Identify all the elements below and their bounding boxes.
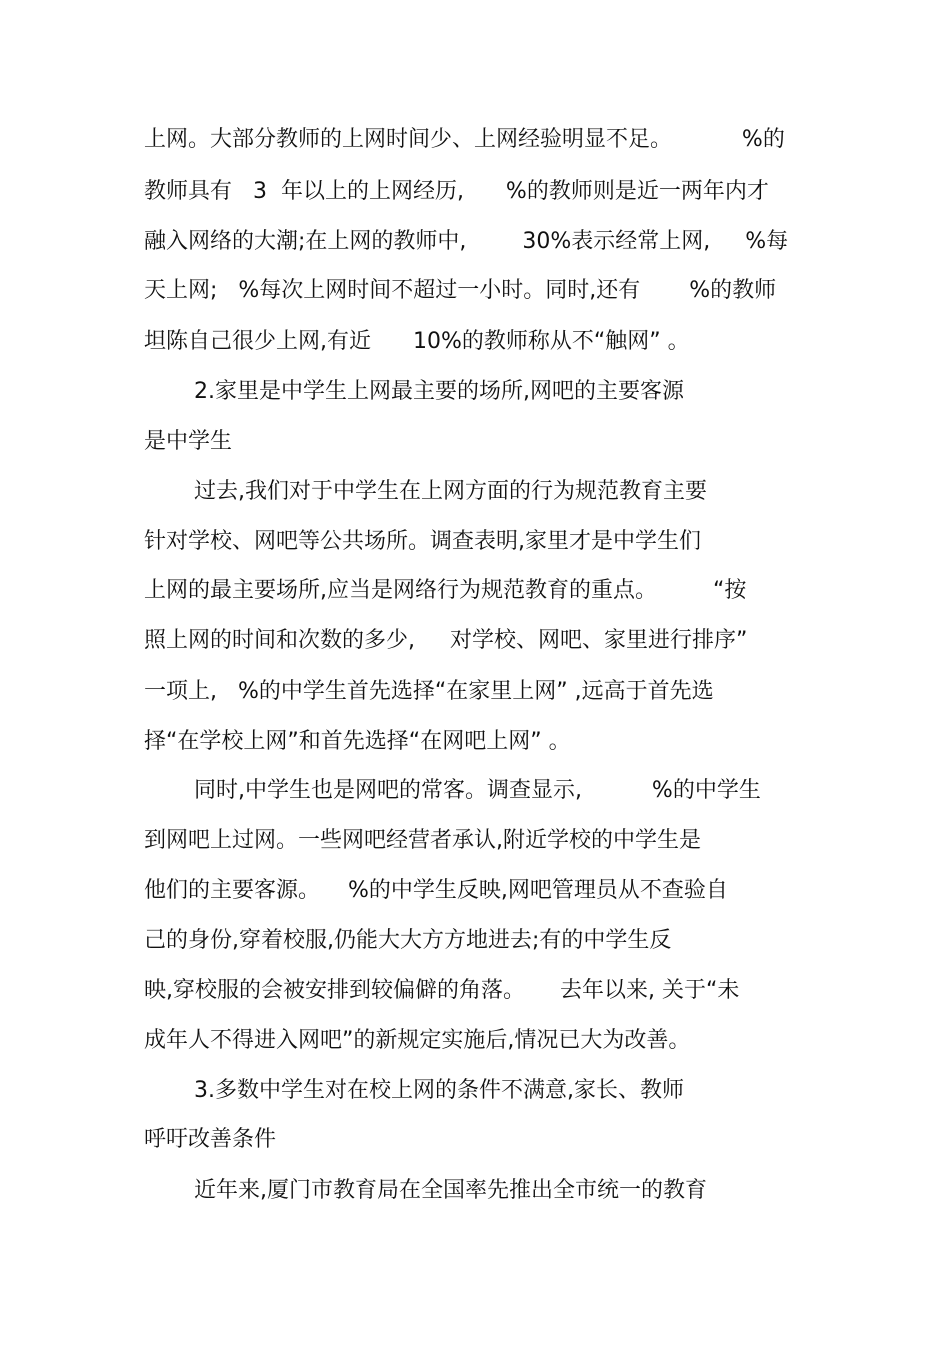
text-line: 他们的主要客源。 %的中学生反映,网吧管理员从不查验自 — [144, 878, 728, 903]
text-line: 映,穿校服的会被安排到较偏僻的角落。 去年以来, 关于“未 — [144, 978, 740, 1003]
text-line: 一项上, %的中学生首先选择“在家里上网” ,远高于首先选 — [144, 679, 714, 704]
text-line: 天上网; %每次上网时间不超过一小时。同时,还有 %的教师 — [144, 278, 777, 303]
section-heading: 3.多数中学生对在校上网的条件不满意,家长、教师 — [194, 1078, 684, 1103]
text-line: 上网。大部分教师的上网时间少、上网经验明显不足。 %的 — [144, 127, 785, 152]
text-line: 成年人不得进入网吧”的新规定实施后,情况已大为改善。 — [144, 1028, 691, 1053]
text-line: 择“在学校上网”和首先选择“在网吧上网” 。 — [144, 729, 571, 754]
text-line: 坦陈自己很少上网,有近 10%的教师称从不“触网” 。 — [144, 329, 690, 354]
section-heading: 2.家里是中学生上网最主要的场所,网吧的主要客源 — [194, 379, 684, 404]
paragraph-start: 同时,中学生也是网吧的常客。调查显示, %的中学生 — [194, 778, 761, 803]
paragraph-start: 过去,我们对于中学生在上网方面的行为规范教育主要 — [194, 479, 707, 504]
text-line: 融入网络的大潮;在上网的教师中, 30%表示经常上网, %每 — [144, 229, 789, 254]
section-heading-continuation: 呼吁改善条件 — [144, 1127, 277, 1152]
paragraph-start: 近年来,厦门市教育局在全国率先推出全市统一的教育 — [194, 1178, 707, 1203]
text-line: 针对学校、网吧等公共场所。调查表明,家里才是中学生们 — [144, 529, 701, 554]
text-line: 照上网的时间和次数的多少, 对学校、网吧、家里进行排序” — [144, 628, 748, 653]
section-heading-continuation: 是中学生 — [144, 429, 233, 454]
text-line: 己的身份,穿着校服,仍能大大方方地进去;有的中学生反 — [144, 928, 672, 953]
text-line: 到网吧上过网。一些网吧经营者承认,附近学校的中学生是 — [144, 828, 701, 853]
text-line: 教师具有 3 年以上的上网经历, %的教师则是近一两年内才 — [144, 179, 769, 204]
text-line: 上网的最主要场所,应当是网络行为规范教育的重点。 “按 — [144, 578, 747, 603]
